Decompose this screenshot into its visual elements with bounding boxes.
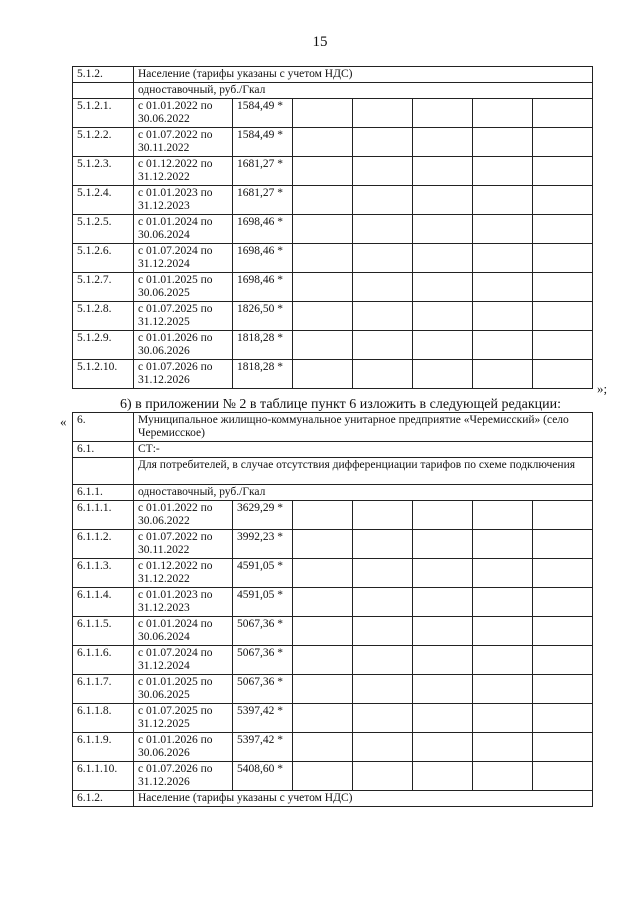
- row-number: [73, 458, 134, 485]
- row-period: с 01.01.2025 по 30.06.2025: [134, 675, 233, 704]
- row-value: 3992,23 *: [233, 530, 293, 559]
- row-period: с 01.12.2022 по 31.12.2022: [134, 559, 233, 588]
- row-number: 6.: [73, 413, 134, 442]
- empty-cell: [353, 273, 413, 302]
- table-head-row: [73, 67, 593, 83]
- empty-cell: [413, 302, 473, 331]
- empty-cell: [473, 559, 533, 588]
- empty-cell: [533, 215, 593, 244]
- row-period: с 01.07.2022 по 30.11.2022: [134, 128, 233, 157]
- table-row: [73, 157, 593, 186]
- empty-cell: [533, 157, 593, 186]
- row-value: 4591,05 *: [233, 559, 293, 588]
- empty-cell: [473, 704, 533, 733]
- empty-cell: [293, 733, 353, 762]
- row-period: с 01.01.2026 по 30.06.2026: [134, 331, 233, 360]
- table-row: [73, 215, 593, 244]
- empty-cell: [293, 617, 353, 646]
- row-value: 5067,36 *: [233, 617, 293, 646]
- empty-cell: [353, 704, 413, 733]
- empty-cell: [413, 157, 473, 186]
- empty-cell: [473, 99, 533, 128]
- empty-cell: [293, 302, 353, 331]
- table-head-row: [73, 413, 593, 442]
- row-number: 5.1.2.2.: [73, 128, 134, 157]
- row-number: 6.1.: [73, 442, 134, 458]
- empty-cell: [473, 302, 533, 331]
- row-period: с 01.07.2024 по 31.12.2024: [134, 646, 233, 675]
- empty-cell: [473, 530, 533, 559]
- row-value: 1681,27 *: [233, 186, 293, 215]
- empty-cell: [533, 273, 593, 302]
- empty-cell: [293, 157, 353, 186]
- empty-cell: [353, 501, 413, 530]
- empty-cell: [473, 762, 533, 791]
- empty-cell: [533, 617, 593, 646]
- row-value: 1584,49 *: [233, 128, 293, 157]
- row-period: с 01.07.2022 по 30.11.2022: [134, 530, 233, 559]
- row-period: с 01.01.2025 по 30.06.2025: [134, 273, 233, 302]
- instruction-text: 6) в приложении № 2 в таблице пункт 6 изложить в следующей редакции:: [120, 397, 561, 412]
- empty-cell: [413, 588, 473, 617]
- empty-cell: [353, 244, 413, 273]
- empty-cell: [293, 704, 353, 733]
- table-row: [73, 704, 593, 733]
- row-value: 5067,36 *: [233, 646, 293, 675]
- row-period: с 01.01.2022 по 30.06.2022: [134, 99, 233, 128]
- table-row: [73, 244, 593, 273]
- table-head-row: [73, 458, 593, 485]
- empty-cell: [353, 530, 413, 559]
- empty-cell: [293, 331, 353, 360]
- row-title: Население (тарифы указаны с учетом НДС): [134, 67, 593, 83]
- row-number: 6.1.1.7.: [73, 675, 134, 704]
- table-head-row: [73, 485, 593, 501]
- table-row: [73, 360, 593, 389]
- empty-cell: [353, 157, 413, 186]
- empty-cell: [293, 244, 353, 273]
- empty-cell: [533, 559, 593, 588]
- row-number: 6.1.1.: [73, 485, 134, 501]
- empty-cell: [353, 559, 413, 588]
- row-value: 5397,42 *: [233, 733, 293, 762]
- row-title: Население (тарифы указаны с учетом НДС): [134, 791, 593, 807]
- empty-cell: [473, 733, 533, 762]
- empty-cell: [293, 186, 353, 215]
- empty-cell: [473, 360, 533, 389]
- empty-cell: [293, 675, 353, 704]
- open-quote: «: [60, 414, 67, 429]
- row-value: 1698,46 *: [233, 215, 293, 244]
- empty-cell: [533, 588, 593, 617]
- empty-cell: [413, 331, 473, 360]
- table-row: [73, 617, 593, 646]
- row-period: с 01.01.2026 по 30.06.2026: [134, 733, 233, 762]
- empty-cell: [473, 501, 533, 530]
- table-row: [73, 186, 593, 215]
- table-row: [73, 588, 593, 617]
- empty-cell: [353, 646, 413, 675]
- table-row: [73, 501, 593, 530]
- empty-cell: [293, 646, 353, 675]
- empty-cell: [473, 646, 533, 675]
- empty-cell: [293, 128, 353, 157]
- empty-cell: [413, 99, 473, 128]
- empty-cell: [473, 215, 533, 244]
- table-row: [73, 646, 593, 675]
- tariff-table-1: [72, 66, 593, 389]
- empty-cell: [353, 302, 413, 331]
- empty-cell: [413, 646, 473, 675]
- table-row: [73, 331, 593, 360]
- row-period: с 01.07.2026 по 31.12.2026: [134, 360, 233, 389]
- empty-cell: [293, 215, 353, 244]
- row-number: 6.1.1.3.: [73, 559, 134, 588]
- empty-cell: [413, 215, 473, 244]
- row-number: 5.1.2.10.: [73, 360, 134, 389]
- empty-cell: [413, 501, 473, 530]
- table-row: [73, 302, 593, 331]
- empty-cell: [293, 588, 353, 617]
- row-value: 1698,46 *: [233, 273, 293, 302]
- empty-cell: [413, 559, 473, 588]
- table-row: [73, 733, 593, 762]
- empty-cell: [353, 331, 413, 360]
- row-number: 5.1.2.: [73, 67, 134, 83]
- row-period: с 01.01.2022 по 30.06.2022: [134, 501, 233, 530]
- table-row: [73, 762, 593, 791]
- empty-cell: [473, 617, 533, 646]
- empty-cell: [353, 360, 413, 389]
- row-number: 6.1.1.2.: [73, 530, 134, 559]
- row-number: 6.1.1.5.: [73, 617, 134, 646]
- empty-cell: [533, 302, 593, 331]
- empty-cell: [533, 646, 593, 675]
- row-number: 5.1.2.1.: [73, 99, 134, 128]
- empty-cell: [533, 704, 593, 733]
- empty-cell: [413, 675, 473, 704]
- empty-cell: [473, 157, 533, 186]
- row-title: СТ:-: [134, 442, 593, 458]
- row-title: одноставочный, руб./Гкал: [134, 485, 593, 501]
- empty-cell: [473, 675, 533, 704]
- row-value: 1826,50 *: [233, 302, 293, 331]
- table-row: [73, 273, 593, 302]
- empty-cell: [533, 128, 593, 157]
- row-period: с 01.01.2024 по 30.06.2024: [134, 617, 233, 646]
- tariff-table-2: [72, 412, 593, 807]
- empty-cell: [413, 704, 473, 733]
- empty-cell: [353, 617, 413, 646]
- table-row: [73, 128, 593, 157]
- row-number: 5.1.2.9.: [73, 331, 134, 360]
- row-value: 1818,28 *: [233, 360, 293, 389]
- empty-cell: [533, 530, 593, 559]
- empty-cell: [293, 99, 353, 128]
- empty-cell: [413, 733, 473, 762]
- empty-cell: [353, 99, 413, 128]
- row-number: [73, 83, 134, 99]
- row-period: с 01.12.2022 по 31.12.2022: [134, 157, 233, 186]
- table-row: [73, 559, 593, 588]
- row-period: с 01.01.2023 по 31.12.2023: [134, 588, 233, 617]
- empty-cell: [353, 675, 413, 704]
- empty-cell: [533, 331, 593, 360]
- row-value: 1818,28 *: [233, 331, 293, 360]
- row-title: Для потребителей, в случае отсутствия дифференциации тарифов по схеме подключения: [134, 458, 593, 485]
- table-row: [73, 99, 593, 128]
- empty-cell: [533, 733, 593, 762]
- empty-cell: [293, 530, 353, 559]
- table-head-row: [73, 442, 593, 458]
- empty-cell: [353, 762, 413, 791]
- empty-cell: [293, 360, 353, 389]
- empty-cell: [353, 186, 413, 215]
- row-value: 5397,42 *: [233, 704, 293, 733]
- empty-cell: [533, 501, 593, 530]
- row-value: 5408,60 *: [233, 762, 293, 791]
- empty-cell: [473, 273, 533, 302]
- empty-cell: [533, 675, 593, 704]
- table-row: [73, 530, 593, 559]
- empty-cell: [533, 762, 593, 791]
- row-number: 6.1.1.9.: [73, 733, 134, 762]
- row-number: 5.1.2.3.: [73, 157, 134, 186]
- empty-cell: [293, 273, 353, 302]
- empty-cell: [293, 501, 353, 530]
- empty-cell: [533, 186, 593, 215]
- row-number: 5.1.2.5.: [73, 215, 134, 244]
- row-number: 5.1.2.6.: [73, 244, 134, 273]
- row-value: 1698,46 *: [233, 244, 293, 273]
- row-number: 6.1.1.4.: [73, 588, 134, 617]
- row-period: с 01.07.2025 по 31.12.2025: [134, 704, 233, 733]
- row-number: 5.1.2.8.: [73, 302, 134, 331]
- empty-cell: [533, 244, 593, 273]
- table-tail-row: [73, 791, 593, 807]
- row-value: 3629,29 *: [233, 501, 293, 530]
- row-number: 6.1.2.: [73, 791, 134, 807]
- empty-cell: [293, 762, 353, 791]
- row-period: с 01.07.2026 по 31.12.2026: [134, 762, 233, 791]
- row-value: 4591,05 *: [233, 588, 293, 617]
- row-number: 6.1.1.6.: [73, 646, 134, 675]
- empty-cell: [473, 588, 533, 617]
- row-title: Муниципальное жилищно-коммунальное унитарное предприятие «Черемисский» (село Черемисское): [134, 413, 593, 442]
- empty-cell: [473, 186, 533, 215]
- row-period: с 01.07.2024 по 31.12.2024: [134, 244, 233, 273]
- empty-cell: [413, 244, 473, 273]
- empty-cell: [533, 99, 593, 128]
- empty-cell: [353, 128, 413, 157]
- row-number: 6.1.1.10.: [73, 762, 134, 791]
- empty-cell: [473, 244, 533, 273]
- table-head-row: [73, 83, 593, 99]
- empty-cell: [413, 186, 473, 215]
- row-number: 5.1.2.7.: [73, 273, 134, 302]
- row-period: с 01.01.2024 по 30.06.2024: [134, 215, 233, 244]
- empty-cell: [473, 128, 533, 157]
- empty-cell: [413, 530, 473, 559]
- closing-quote: »;: [597, 381, 608, 396]
- row-title: одноставочный, руб./Гкал: [134, 83, 593, 99]
- row-value: 1681,27 *: [233, 157, 293, 186]
- row-value: 1584,49 *: [233, 99, 293, 128]
- row-period: с 01.07.2025 по 31.12.2025: [134, 302, 233, 331]
- empty-cell: [353, 733, 413, 762]
- table-row: [73, 675, 593, 704]
- empty-cell: [413, 762, 473, 791]
- empty-cell: [473, 331, 533, 360]
- empty-cell: [293, 559, 353, 588]
- empty-cell: [413, 273, 473, 302]
- empty-cell: [413, 617, 473, 646]
- row-value: 5067,36 *: [233, 675, 293, 704]
- row-number: 5.1.2.4.: [73, 186, 134, 215]
- row-period: с 01.01.2023 по 31.12.2023: [134, 186, 233, 215]
- page-number: 15: [312, 34, 328, 50]
- empty-cell: [413, 128, 473, 157]
- row-number: 6.1.1.8.: [73, 704, 134, 733]
- empty-cell: [413, 360, 473, 389]
- row-number: 6.1.1.1.: [73, 501, 134, 530]
- empty-cell: [353, 588, 413, 617]
- empty-cell: [533, 360, 593, 389]
- empty-cell: [353, 215, 413, 244]
